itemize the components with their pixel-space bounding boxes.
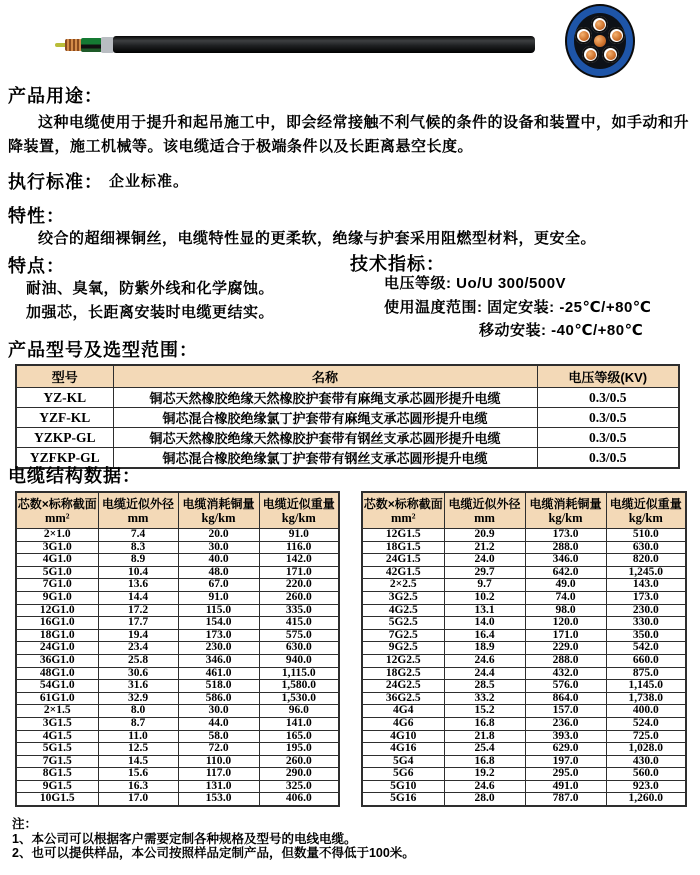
standard-heading-label: 执行标准： xyxy=(8,172,103,192)
table-row xyxy=(16,768,339,781)
table-cell: 864.0 xyxy=(525,692,606,705)
table-cell: 4G1.0 xyxy=(16,554,98,567)
table-cell: 7G1.5 xyxy=(16,755,98,768)
table-cell: 630.0 xyxy=(606,541,686,554)
outer-diameter-header: 电缆近似外径 mm xyxy=(444,492,525,529)
table-cell: 171.0 xyxy=(259,566,339,579)
table-cell: 36G1.0 xyxy=(16,654,98,667)
usage-paragraph: 这种电缆使用于提升和起吊施工中，即会经常接触不利气候的条件的设备和装置中，如手动和升降装置，施工机械等。该电缆适合于极端条件以及长距离悬空长度。 xyxy=(8,114,690,155)
table-cell: YZKP-GL xyxy=(16,428,113,448)
table-cell: 9G1.0 xyxy=(16,591,98,604)
table-cell: 5G10 xyxy=(362,780,444,793)
table-cell: 24.6 xyxy=(444,780,525,793)
table-cell: 110.0 xyxy=(178,755,259,768)
table-cell: 8.0 xyxy=(98,705,178,718)
table-cell: 14.0 xyxy=(444,617,525,630)
table-cell: 0.3/0.5 xyxy=(537,388,679,408)
table-cell: 16G1.0 xyxy=(16,617,98,630)
table-cell: 3G1.5 xyxy=(16,717,98,730)
tech-line-temp-mobile: 移动安装: -40℃/+80℃ xyxy=(479,322,644,339)
table-cell: 24G1.5 xyxy=(362,554,444,567)
table-row xyxy=(16,680,339,693)
cable-cross-section-image xyxy=(567,6,633,76)
name-col-header: 名称 xyxy=(113,365,537,388)
table-row xyxy=(362,705,686,718)
table-row xyxy=(362,717,686,730)
table-cell: 335.0 xyxy=(259,604,339,617)
table-row xyxy=(16,755,339,768)
table-cell: 236.0 xyxy=(525,717,606,730)
table-row xyxy=(16,793,339,806)
table-cell: 491.0 xyxy=(525,780,606,793)
table-cell: 173.0 xyxy=(178,629,259,642)
table-row xyxy=(362,617,686,630)
standard-heading xyxy=(8,168,189,194)
table-cell: 173.0 xyxy=(525,529,606,542)
table-cell: 288.0 xyxy=(525,541,606,554)
table-cell: 1,145.0 xyxy=(606,680,686,693)
table-cell: 141.0 xyxy=(259,717,339,730)
table-cell: 17.2 xyxy=(98,604,178,617)
table-cell: 432.0 xyxy=(525,667,606,680)
table-cell: 575.0 xyxy=(259,629,339,642)
table-row xyxy=(16,554,339,567)
usage-heading: 产品用途： xyxy=(8,86,103,106)
table-cell: 406.0 xyxy=(259,793,339,806)
table-cell: 21.2 xyxy=(444,541,525,554)
table-cell: 630.0 xyxy=(259,642,339,655)
table-cell: 4G16 xyxy=(362,743,444,756)
table-cell: 14.5 xyxy=(98,755,178,768)
table-row xyxy=(16,428,679,448)
table-cell: 430.0 xyxy=(606,755,686,768)
table-cell: 346.0 xyxy=(525,554,606,567)
table-row xyxy=(362,793,686,806)
table-cell: 42G1.5 xyxy=(362,566,444,579)
table-cell: 4G6 xyxy=(362,717,444,730)
table-cell: 18G1.5 xyxy=(362,541,444,554)
table-cell: 10G1.5 xyxy=(16,793,98,806)
table-cell: 393.0 xyxy=(525,730,606,743)
table-cell: 24.0 xyxy=(444,554,525,567)
table-cell: 400.0 xyxy=(606,705,686,718)
table-cell: 74.0 xyxy=(525,591,606,604)
table-cell: 260.0 xyxy=(259,755,339,768)
table-cell: 15.2 xyxy=(444,705,525,718)
table-cell: 49.0 xyxy=(525,579,606,592)
table-cell: 14.4 xyxy=(98,591,178,604)
characteristics-heading: 特性： xyxy=(8,206,65,226)
table-row xyxy=(362,743,686,756)
cable-black-jacket xyxy=(113,36,535,53)
table-cell: 1,260.0 xyxy=(606,793,686,806)
table-cell: 4G1.5 xyxy=(16,730,98,743)
table-cell: 260.0 xyxy=(259,591,339,604)
table-cell: 290.0 xyxy=(259,768,339,781)
outer-diameter-header: 电缆近似外径 mm xyxy=(98,492,178,529)
table-row xyxy=(362,529,686,542)
table-cell: 197.0 xyxy=(525,755,606,768)
table-cell: 铜芯天然橡胶绝缘天然橡胶护套带有钢丝支承芯圆形提升电缆 xyxy=(113,428,537,448)
table-cell: 461.0 xyxy=(178,667,259,680)
table-cell: 117.0 xyxy=(178,768,259,781)
table-cell: 28.0 xyxy=(444,793,525,806)
table-cell: 142.0 xyxy=(259,554,339,567)
conductor-icon xyxy=(591,16,608,33)
table-cell: 173.0 xyxy=(606,591,686,604)
table-cell: 1,115.0 xyxy=(259,667,339,680)
table-cell: 3G2.5 xyxy=(362,591,444,604)
table-cell: 1,530.0 xyxy=(259,692,339,705)
table-cell: 98.0 xyxy=(525,604,606,617)
table-cell: 36G2.5 xyxy=(362,692,444,705)
table-cell: 787.0 xyxy=(525,793,606,806)
table-cell: 560.0 xyxy=(606,768,686,781)
table-cell: 542.0 xyxy=(606,642,686,655)
table-cell: 91.0 xyxy=(178,591,259,604)
table-cell: 1,580.0 xyxy=(259,680,339,693)
table-cell: 16.3 xyxy=(98,780,178,793)
table-cell: 12.5 xyxy=(98,743,178,756)
table-cell: 18G1.0 xyxy=(16,629,98,642)
table-cell: 58.0 xyxy=(178,730,259,743)
table-row xyxy=(16,642,339,655)
table-cell: 0.3/0.5 xyxy=(537,428,679,448)
table-cell: 1,028.0 xyxy=(606,743,686,756)
table-row xyxy=(362,642,686,655)
table-cell: 铜芯天然橡胶绝缘天然橡胶护套带有麻绳支承芯圆形提升电缆 xyxy=(113,388,537,408)
table-cell: 20.9 xyxy=(444,529,525,542)
table-row xyxy=(16,743,339,756)
table-cell: 165.0 xyxy=(259,730,339,743)
table-cell: 67.0 xyxy=(178,579,259,592)
table-row xyxy=(16,629,339,642)
table-row xyxy=(16,654,339,667)
table-cell: 96.0 xyxy=(259,705,339,718)
table-row xyxy=(362,780,686,793)
table-cell: 5G1.5 xyxy=(16,743,98,756)
table-cell: 11.0 xyxy=(98,730,178,743)
table-cell: 325.0 xyxy=(259,780,339,793)
table-cell: 4G2.5 xyxy=(362,604,444,617)
table-cell: 21.8 xyxy=(444,730,525,743)
table-row xyxy=(16,388,679,408)
table-row xyxy=(362,667,686,680)
model-selection-table xyxy=(15,364,680,469)
table-row xyxy=(362,566,686,579)
table-cell: 5G6 xyxy=(362,768,444,781)
table-cell: 154.0 xyxy=(178,617,259,630)
voltage-col-header: 电压等级(KV) xyxy=(537,365,679,388)
features-line-1: 耐油、臭氧，防紫外线和化学腐蚀。 xyxy=(26,280,275,297)
table-row xyxy=(16,529,339,542)
table-cell: 61G1.0 xyxy=(16,692,98,705)
table-cell: 24.6 xyxy=(444,654,525,667)
table-cell: 725.0 xyxy=(606,730,686,743)
table-row xyxy=(362,579,686,592)
table-row xyxy=(16,617,339,630)
conductor-icon xyxy=(575,27,592,44)
table-row xyxy=(362,692,686,705)
table-cell: 7G2.5 xyxy=(362,629,444,642)
table-cell: 153.0 xyxy=(178,793,259,806)
table-cell: 30.0 xyxy=(178,705,259,718)
table-cell: 5G16 xyxy=(362,793,444,806)
table-cell: 5G1.0 xyxy=(16,566,98,579)
table-cell: 23.4 xyxy=(98,642,178,655)
table-cell: 660.0 xyxy=(606,654,686,667)
table-cell: 5G2.5 xyxy=(362,617,444,630)
tech-line-temp-fixed: 使用温度范围: 固定安装: -25℃/+80℃ xyxy=(384,299,652,316)
table-cell: 0.3/0.5 xyxy=(537,408,679,428)
table-cell: 510.0 xyxy=(606,529,686,542)
table-cell: 16.8 xyxy=(444,755,525,768)
table-cell: 0.3/0.5 xyxy=(537,448,679,469)
table-cell: 31.6 xyxy=(98,680,178,693)
structure-table-left xyxy=(15,491,340,807)
table-cell: 524.0 xyxy=(606,717,686,730)
table-row xyxy=(362,554,686,567)
table-cell: 19.4 xyxy=(98,629,178,642)
table-cell: 120.0 xyxy=(525,617,606,630)
table-row xyxy=(362,591,686,604)
table-cell: 铜芯混合橡胶绝缘氯丁护套带有麻绳支承芯圆形提升电缆 xyxy=(113,408,537,428)
table-cell: 13.6 xyxy=(98,579,178,592)
table-cell: 5G4 xyxy=(362,755,444,768)
note-item-2: 2、也可以提供样品，本公司按照样品定制产品，但数量不得低于100米。 xyxy=(12,846,415,860)
table-row xyxy=(16,566,339,579)
table-row xyxy=(362,768,686,781)
table-row xyxy=(362,680,686,693)
table-cell: 48G1.0 xyxy=(16,667,98,680)
structure-heading: 电缆结构数据： xyxy=(8,466,141,486)
table-cell: 25.4 xyxy=(444,743,525,756)
table-cell: 230.0 xyxy=(606,604,686,617)
table-cell: 875.0 xyxy=(606,667,686,680)
structure-table-right xyxy=(361,491,687,807)
table-cell: YZF-KL xyxy=(16,408,113,428)
note-item-1: 1、本公司可以根据客户需要定制各种规格及型号的电线电缆。 xyxy=(12,831,357,846)
table-row xyxy=(16,705,339,718)
table-cell: 16.4 xyxy=(444,629,525,642)
table-cell: YZFKP-GL xyxy=(16,448,113,469)
table-cell: 576.0 xyxy=(525,680,606,693)
table-row xyxy=(16,667,339,680)
table-cell: 8.3 xyxy=(98,541,178,554)
table-cell: 30.6 xyxy=(98,667,178,680)
table-cell: 33.2 xyxy=(444,692,525,705)
conductor-icon xyxy=(602,46,619,63)
copper-consumption-header: 电缆消耗铜量 kg/km xyxy=(525,492,606,529)
table-cell: 28.5 xyxy=(444,680,525,693)
table-cell: 923.0 xyxy=(606,780,686,793)
table-cell: 29.7 xyxy=(444,566,525,579)
table-cell: 9G2.5 xyxy=(362,642,444,655)
table-row xyxy=(16,604,339,617)
model-table-header-row xyxy=(16,365,679,388)
table-row xyxy=(16,780,339,793)
table-row xyxy=(16,730,339,743)
table-cell: YZ-KL xyxy=(16,388,113,408)
table-cell: 330.0 xyxy=(606,617,686,630)
table-cell: 171.0 xyxy=(525,629,606,642)
table-row xyxy=(16,591,339,604)
table-cell: 2×1.0 xyxy=(16,529,98,542)
table-cell: 195.0 xyxy=(259,743,339,756)
table-cell: 415.0 xyxy=(259,617,339,630)
cable-copper-braid xyxy=(65,39,82,51)
table-cell: 295.0 xyxy=(525,768,606,781)
support-core-icon xyxy=(594,35,606,47)
table-row xyxy=(16,717,339,730)
table-cell: 9.7 xyxy=(444,579,525,592)
table-cell: 4G4 xyxy=(362,705,444,718)
table-cell: 18.9 xyxy=(444,642,525,655)
cable-product-photo xyxy=(55,35,535,55)
features-line-2: 加强芯，长距离安装时电缆更结实。 xyxy=(26,304,275,321)
table-cell: 229.0 xyxy=(525,642,606,655)
table-row xyxy=(362,604,686,617)
conductor-icon xyxy=(582,46,599,63)
table-cell: 820.0 xyxy=(606,554,686,567)
table-cell: 48.0 xyxy=(178,566,259,579)
cable-inner-cores xyxy=(81,38,102,52)
table-cell: 1,245.0 xyxy=(606,566,686,579)
table-cell: 115.0 xyxy=(178,604,259,617)
table-cell: 72.0 xyxy=(178,743,259,756)
table-cell: 30.0 xyxy=(178,541,259,554)
table-cell: 2×2.5 xyxy=(362,579,444,592)
table-cell: 24G1.0 xyxy=(16,642,98,655)
table-row xyxy=(16,541,339,554)
table-cell: 17.7 xyxy=(98,617,178,630)
table-cell: 7G1.0 xyxy=(16,579,98,592)
table-cell: 8.7 xyxy=(98,717,178,730)
table-cell: 642.0 xyxy=(525,566,606,579)
table-cell: 17.0 xyxy=(98,793,178,806)
table-cell: 16.8 xyxy=(444,717,525,730)
table-cell: 230.0 xyxy=(178,642,259,655)
table-cell: 2×1.5 xyxy=(16,705,98,718)
table-row xyxy=(16,579,339,592)
table-cell: 8G1.5 xyxy=(16,768,98,781)
table-row xyxy=(362,541,686,554)
cores-section-header: 芯数×标称截面 mm² xyxy=(16,492,98,529)
table-row xyxy=(16,692,339,705)
table-cell: 4G10 xyxy=(362,730,444,743)
table-row xyxy=(362,730,686,743)
table-cell: 12G1.0 xyxy=(16,604,98,617)
characteristics-paragraph: 绞合的超细裸铜丝，电缆特性显的更柔软，绝缘与护套采用阻燃型材料，更安全。 xyxy=(38,230,597,247)
table-cell: 346.0 xyxy=(178,654,259,667)
table-cell: 10.4 xyxy=(98,566,178,579)
conductor-icon xyxy=(608,27,625,44)
cores-section-header: 芯数×标称截面 mm² xyxy=(362,492,444,529)
table-row xyxy=(362,755,686,768)
structure-table-header-row xyxy=(362,492,686,529)
table-cell: 350.0 xyxy=(606,629,686,642)
copper-consumption-header: 电缆消耗铜量 kg/km xyxy=(178,492,259,529)
tech-line-voltage: 电压等级: Uo/U 300/500V xyxy=(384,275,567,292)
table-cell: 518.0 xyxy=(178,680,259,693)
model-range-heading: 产品型号及选型范围： xyxy=(8,340,198,360)
table-row xyxy=(16,408,679,428)
table-row xyxy=(362,654,686,667)
tech-heading: 技术指标： xyxy=(350,254,445,274)
notes-block xyxy=(12,817,415,861)
table-cell: 9G1.5 xyxy=(16,780,98,793)
table-cell: 629.0 xyxy=(525,743,606,756)
table-cell: 25.8 xyxy=(98,654,178,667)
table-cell: 586.0 xyxy=(178,692,259,705)
table-cell: 8.9 xyxy=(98,554,178,567)
table-cell: 19.2 xyxy=(444,768,525,781)
table-cell: 40.0 xyxy=(178,554,259,567)
standard-value: 企业标准。 xyxy=(109,173,190,190)
table-cell: 7.4 xyxy=(98,529,178,542)
table-cell: 32.9 xyxy=(98,692,178,705)
table-cell: 54G1.0 xyxy=(16,680,98,693)
table-cell: 91.0 xyxy=(259,529,339,542)
table-cell: 116.0 xyxy=(259,541,339,554)
table-row xyxy=(362,629,686,642)
table-cell: 24G2.5 xyxy=(362,680,444,693)
table-cell: 3G1.0 xyxy=(16,541,98,554)
table-cell: 143.0 xyxy=(606,579,686,592)
table-cell: 157.0 xyxy=(525,705,606,718)
table-cell: 10.2 xyxy=(444,591,525,604)
table-cell: 940.0 xyxy=(259,654,339,667)
table-cell: 24.4 xyxy=(444,667,525,680)
table-cell: 20.0 xyxy=(178,529,259,542)
model-col-header: 型号 xyxy=(16,365,113,388)
table-cell: 131.0 xyxy=(178,780,259,793)
approx-weight-header: 电缆近似重量 kg/km xyxy=(259,492,339,529)
table-cell: 铜芯混合橡胶绝缘氯丁护套带有钢丝支承芯圆形提升电缆 xyxy=(113,448,537,469)
table-cell: 288.0 xyxy=(525,654,606,667)
approx-weight-header: 电缆近似重量 kg/km xyxy=(606,492,686,529)
table-cell: 18G2.5 xyxy=(362,667,444,680)
structure-table-header-row xyxy=(16,492,339,529)
table-cell: 220.0 xyxy=(259,579,339,592)
table-cell: 12G2.5 xyxy=(362,654,444,667)
table-cell: 44.0 xyxy=(178,717,259,730)
table-cell: 13.1 xyxy=(444,604,525,617)
features-heading: 特点： xyxy=(8,256,65,276)
table-cell: 1,738.0 xyxy=(606,692,686,705)
notes-label: 注： xyxy=(12,817,38,831)
table-cell: 15.6 xyxy=(98,768,178,781)
table-cell: 12G1.5 xyxy=(362,529,444,542)
